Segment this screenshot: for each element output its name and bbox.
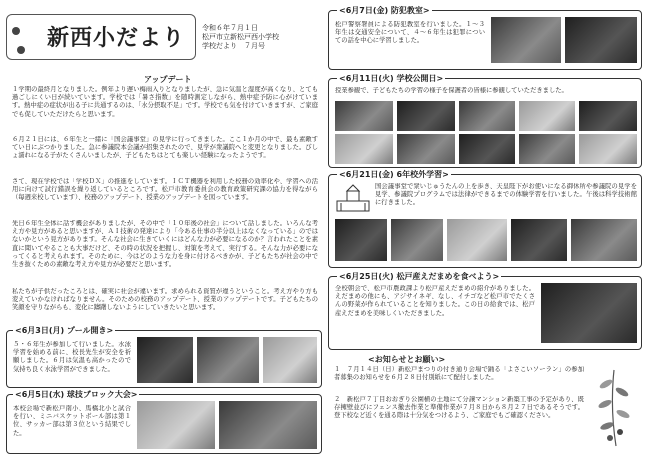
open-school-photo-6 [335, 134, 393, 164]
field-trip-text: 国会議事堂で衆いじゅうたんの上を歩き、天皇陛下がお使いになる御休所や参議院の見学を見学、参議院プログラムでは法律ができるまでの体験学習を行いました。午後は科学技術館に行きました。 [375, 183, 637, 207]
field-trip-photo-1 [335, 219, 387, 261]
edamame-photo [541, 283, 637, 343]
field-trip-photo-4 [511, 219, 567, 261]
open-school-section [328, 74, 642, 168]
pool-opening-title: <6月3日(月) プール開き> [15, 326, 114, 335]
crime-photo-1 [491, 17, 561, 63]
pool-photo-1 [137, 337, 193, 383]
notice-heading: <お知らせとお願い> [368, 355, 446, 364]
open-school-photo-4 [519, 101, 575, 131]
crime-prevention-title: <6月7日(金) 防犯教室> [339, 6, 430, 15]
school-name: 松戸市立新松戸西小学校 [202, 33, 279, 41]
edamame-title: <6月25日(火) 松戸産えだまめを食べよう> [339, 272, 500, 281]
notice-item-2: ２ 新松戸７丁目おおぎり公園横の土地にて分譲マンション新築工事の予定があり、既存擁壁並びにフェンス撤去作業と準備作業が７月８日から８月２７日であるそうです。登下校など近くを通る際は十分気をつけるよう、ご家庭でもご確認ください。 [334, 396, 584, 420]
issue-number: 学校だより ７月号 [202, 42, 265, 50]
open-school-photo-5 [579, 101, 637, 131]
pool-photo-2 [197, 337, 259, 383]
notice-item-1: １ ７月１４日（日）新松戸まつりの付き通り会場で踊る「よさこいソーラン」の参加者募集のお知らせを６月２８日付別紙にて配付しました。 [334, 366, 584, 382]
ballgame-photo-1 [137, 401, 215, 449]
issue-date: 令和６年７月１日 [202, 24, 258, 32]
pool-photo-3 [263, 337, 317, 383]
open-school-photo-3 [459, 101, 515, 131]
right-column [328, 4, 642, 454]
field-trip-section [328, 170, 642, 268]
open-school-title: <6月11日(火) 学校公開日> [339, 74, 444, 83]
ballgame-section [6, 390, 322, 454]
edamame-section [328, 272, 642, 350]
open-school-photo-2 [397, 101, 455, 131]
edamame-text: 全校朝会で、松戸市農政課より松戸産えだまめの紹介がありました。えだまめの他にも、アジサイネギ、なし、イチゴなど松戸市でたくさんの野菜が作られていることを知りました。この日の給食では、松戸産えだまめを美味しくいただきました。 [335, 285, 535, 317]
update-paragraph-4: 先日６年生全体に話す機会がありましたが、その中で「１０年後の社会」について話しました。いろんな考え方や見方があると思いますが、ＡＩ技術の発達により「今ある仕事の半分以上はなくなっている」のではないかという見方があります。そんな社会に生きていくにはどんな力が必要になるのか？言われたことを素直に聞いてやることも大事だけど、その時の状況を把握し、対策を考えて、実行する。そんな力が必要になってくると考えられます。そのために、今はどのような力を身に付けるべきかが、子どもたちが社会の中で生き抜くための素敵な考え方や見方が必要だと思います。 [12, 220, 318, 269]
field-trip-photo-5 [571, 219, 637, 261]
update-heading: アップデート [144, 75, 192, 84]
issue-meta [202, 24, 279, 51]
open-school-photo-7 [397, 134, 455, 164]
left-column [6, 4, 322, 454]
field-trip-title: <6月21日(金) 6年校外学習> [339, 170, 449, 179]
olive-branch-icon [590, 368, 638, 448]
decorative-dots-icon [11, 21, 26, 59]
crime-prevention-section [328, 6, 642, 70]
open-school-photo-10 [579, 134, 637, 164]
update-paragraph-2: ６月２１日には、６年生と一緒に「国会議事堂」の見学に行ってきました。ここ１か月の中で、最も素敵すてい日にぶつかりました。急に参議院本会議が招集されたので、見学が衆議院へと変更となりました。びしょ濡れになる子がたくさんいましたが、子どもたちはとても楽しい経験になったようです。 [12, 136, 318, 160]
pool-opening-section [6, 326, 322, 388]
newsletter-title: 新西小だより [47, 25, 186, 51]
ballgame-text: 本校会場で新松戸南小、馬橋北小と試合を行い、ミニバスケットボール部は第１位、サッカー部は第３位という結果でした。 [13, 405, 131, 437]
open-school-photo-8 [459, 134, 515, 164]
title-banner [6, 14, 196, 60]
pool-opening-text: ５・６年生が参加して行いました。水泳学習を始める前に、校長先生が安全を祈願しました。６月は気温も高かったので気持ち良く水泳学習ができました。 [13, 341, 131, 373]
update-paragraph-5: 私たちが子供だったころとは、確実に社会が違います。求められる資質が違うということ。考え方やり方も変えていかなければなりません。そのための校務のアップデート、授業のアップデートです。子どもたちの笑顔を守りながらも、変化に躊躇しないようにしていきたいと思います。 [12, 288, 318, 312]
update-paragraph-3: さて、現在学校では「学校ＤＸ」の推進をしています。ＩＣＴ機器を利用した校務の効率化や、学習への活用に向けて試行錯誤を繰り返しているところです。松戸市教育委員会の教育政策研究課の協力を得ながら（毎週来校しています）、校務のアップデート、授業のアップデートを図っています。 [12, 178, 318, 202]
ballgame-photo-2 [219, 401, 317, 449]
field-trip-photo-3 [447, 219, 507, 261]
diet-building-icon [335, 183, 371, 213]
open-school-text: 授業参観で、子どもたちの学習の様子を保護者の皆様に参観していただきました。 [335, 87, 568, 94]
open-school-photo-1 [335, 101, 393, 131]
open-school-photo-9 [519, 134, 575, 164]
ballgame-title: <6月5日(水) 球技ブロック大会> [15, 390, 138, 399]
field-trip-photo-2 [391, 219, 443, 261]
crime-photo-2 [565, 17, 637, 63]
crime-prevention-text: 松戸警察署員による防犯教室を行いました。１～３年生は交通安全について、４～６年生は犯罪についての話を中心に学習しました。 [335, 21, 485, 45]
update-paragraph-1: １学期の最終月となりました。例年より遅い梅雨入りとなりましたが、急に気温と湿度が高くなり、とても過ごしにくい日が続いています。学校では「暑さ指数」を随時測定しながら、熱中症予防に心がけています。熱中症の症状が出る子に共通するのは、「水分摂取不足」です。学校でも気を付けていきますが、ご家庭でも促していただけたらと思います。 [12, 86, 318, 118]
